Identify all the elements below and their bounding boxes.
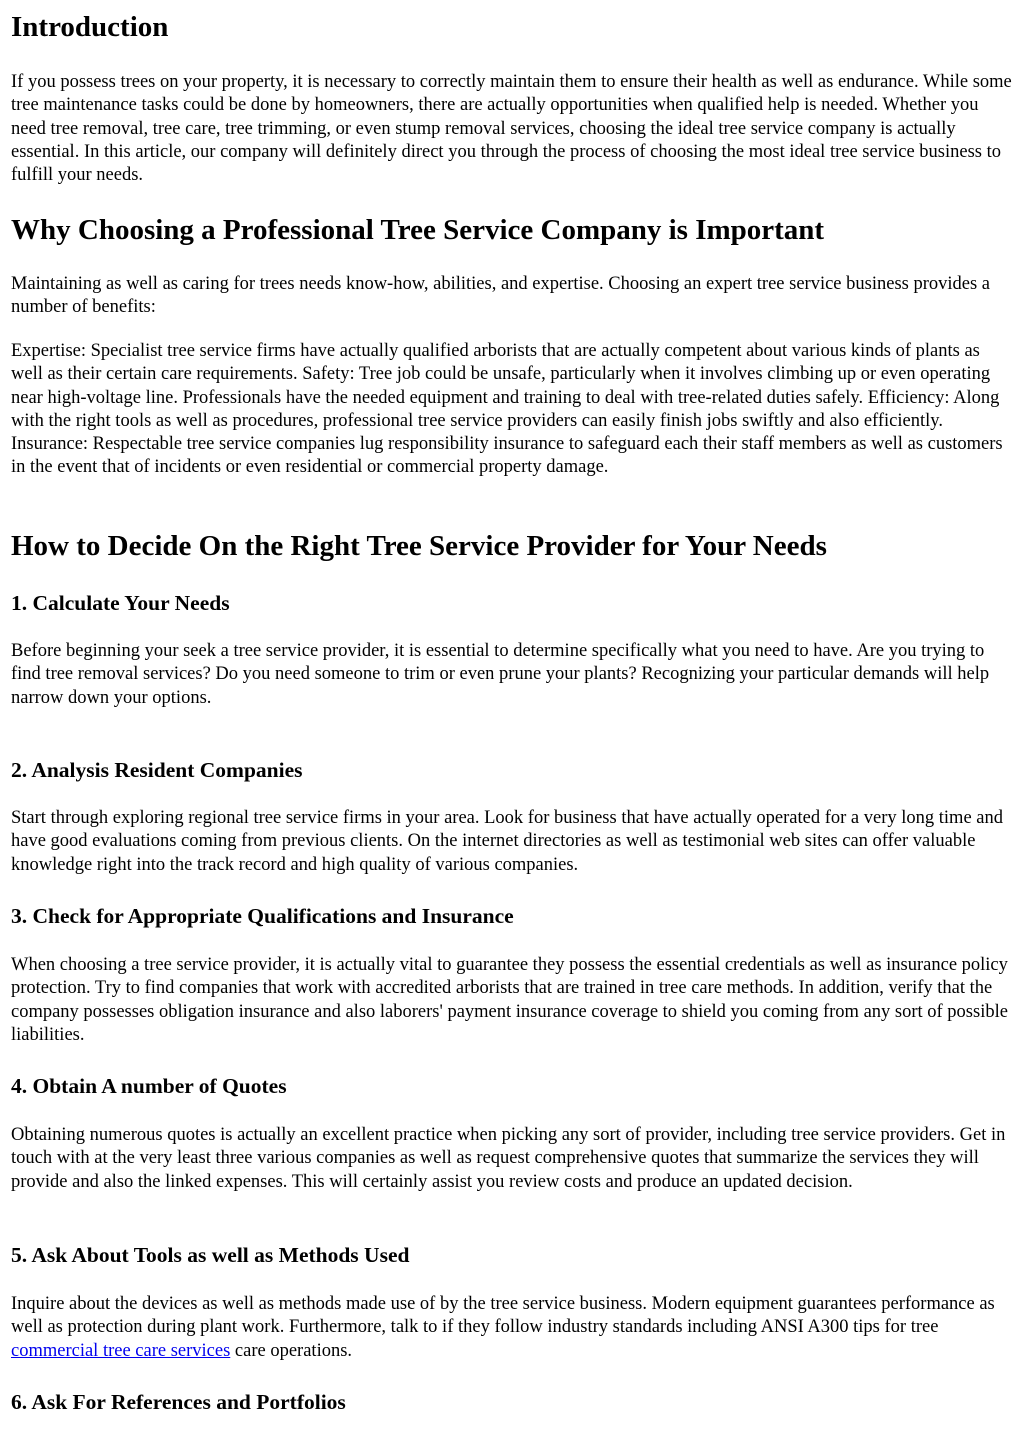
step-5-text-after-link: care operations.	[230, 1340, 353, 1361]
step-3-paragraph: When choosing a tree service provider, it is actually vital to guarantee they possess the essential credentials as well as insurance policy protection. Try to find companies that work with accredited arborists that are trained in tree care methods. In addition, verify that the company possesses obligation insurance and also laborers' payment insurance coverage to shield you coming from any sort of possible liabilities.	[11, 955, 1008, 1045]
commercial-tree-care-link[interactable]: commercial tree care services	[11, 1340, 231, 1361]
heading-why-professional: Why Choosing a Professional Tree Service Company is Important	[11, 214, 825, 246]
step-1-heading: 1. Calculate Your Needs	[11, 591, 230, 615]
step-2-heading: 2. Analysis Resident Companies	[11, 758, 303, 782]
step-4-heading: 4. Obtain A number of Quotes	[11, 1074, 287, 1098]
step-5-heading: 5. Ask About Tools as well as Methods Used	[11, 1243, 410, 1267]
heading-how-to-decide: How to Decide On the Right Tree Service Provider for Your Needs	[11, 530, 827, 562]
why-paragraph-2: Expertise: Specialist tree service firms have actually qualified arborists that are actually competent about various kinds of plants as well as their certain care requirements. Safety: Tree job could be unsafe, particularly when it involves climbing up or even operating near high-voltage line. Professionals have the needed equipment and training to deal with tree-related duties safely. Efficiency: Along with the right tools as well as procedures, professional tree service providers can easily finish jobs swiftly and also efficiently. Insurance: Respectable tree service companies lug responsibility insurance to safeguard each their staff members as well as customers in the event that of incidents or even residential or commercial property damage.	[11, 341, 1003, 478]
why-paragraph-1: Maintaining as well as caring for trees needs know-how, abilities, and expertise. Choosing an expert tree service business provides a number of benefits:	[11, 274, 991, 318]
step-1-paragraph: Before beginning your seek a tree service provider, it is essential to determine specifically what you need to have. Are you trying to find tree removal services? Do you need someone to trim or even prune your plants? Recognizing your particular demands will help narrow down your options.	[11, 641, 990, 708]
step-2-paragraph: Start through exploring regional tree service firms in your area. Look for business that have actually operated for a very long time and have good evaluations coming from previous clients. On the internet directories as well as testimonial web sites can offer valuable knowledge right into the track record and high quality of various companies.	[11, 808, 1003, 875]
step-6-heading: 6. Ask For References and Portfolios	[11, 1390, 346, 1414]
step-4-paragraph: Obtaining numerous quotes is actually an excellent practice when picking any sort of provider, including tree service providers. Get in touch with at the very least three various companies as well as request comprehensive quotes that summarize the services they will provide and also the linked expenses. This will certainly assist you review costs and produce an updated decision.	[11, 1125, 1006, 1192]
step-5-paragraph	[11, 1293, 1016, 1363]
step-3-heading: 3. Check for Appropriate Qualifications and Insurance	[11, 904, 514, 928]
intro-paragraph: If you possess trees on your property, it is necessary to correctly maintain them to ensure their health as well as endurance. While some tree maintenance tasks could be done by homeowners, there are actually opportunities when qualified help is needed. Whether you need tree removal, tree care, tree trimming, or even stump removal services, choosing the ideal tree service company is actually essential. In this article, our company will definitely direct you through the process of choosing the most ideal tree service business to fulfill your needs.	[11, 72, 1012, 186]
step-5-text-before-link: Inquire about the devices as well as methods made use of by the tree service business. Modern equipment guarantees performance as well as protection during plant work. Furthermore, talk to if they follow industry standards including ANSI A300 tips for tree	[11, 1294, 995, 1338]
heading-introduction: Introduction	[11, 11, 169, 43]
